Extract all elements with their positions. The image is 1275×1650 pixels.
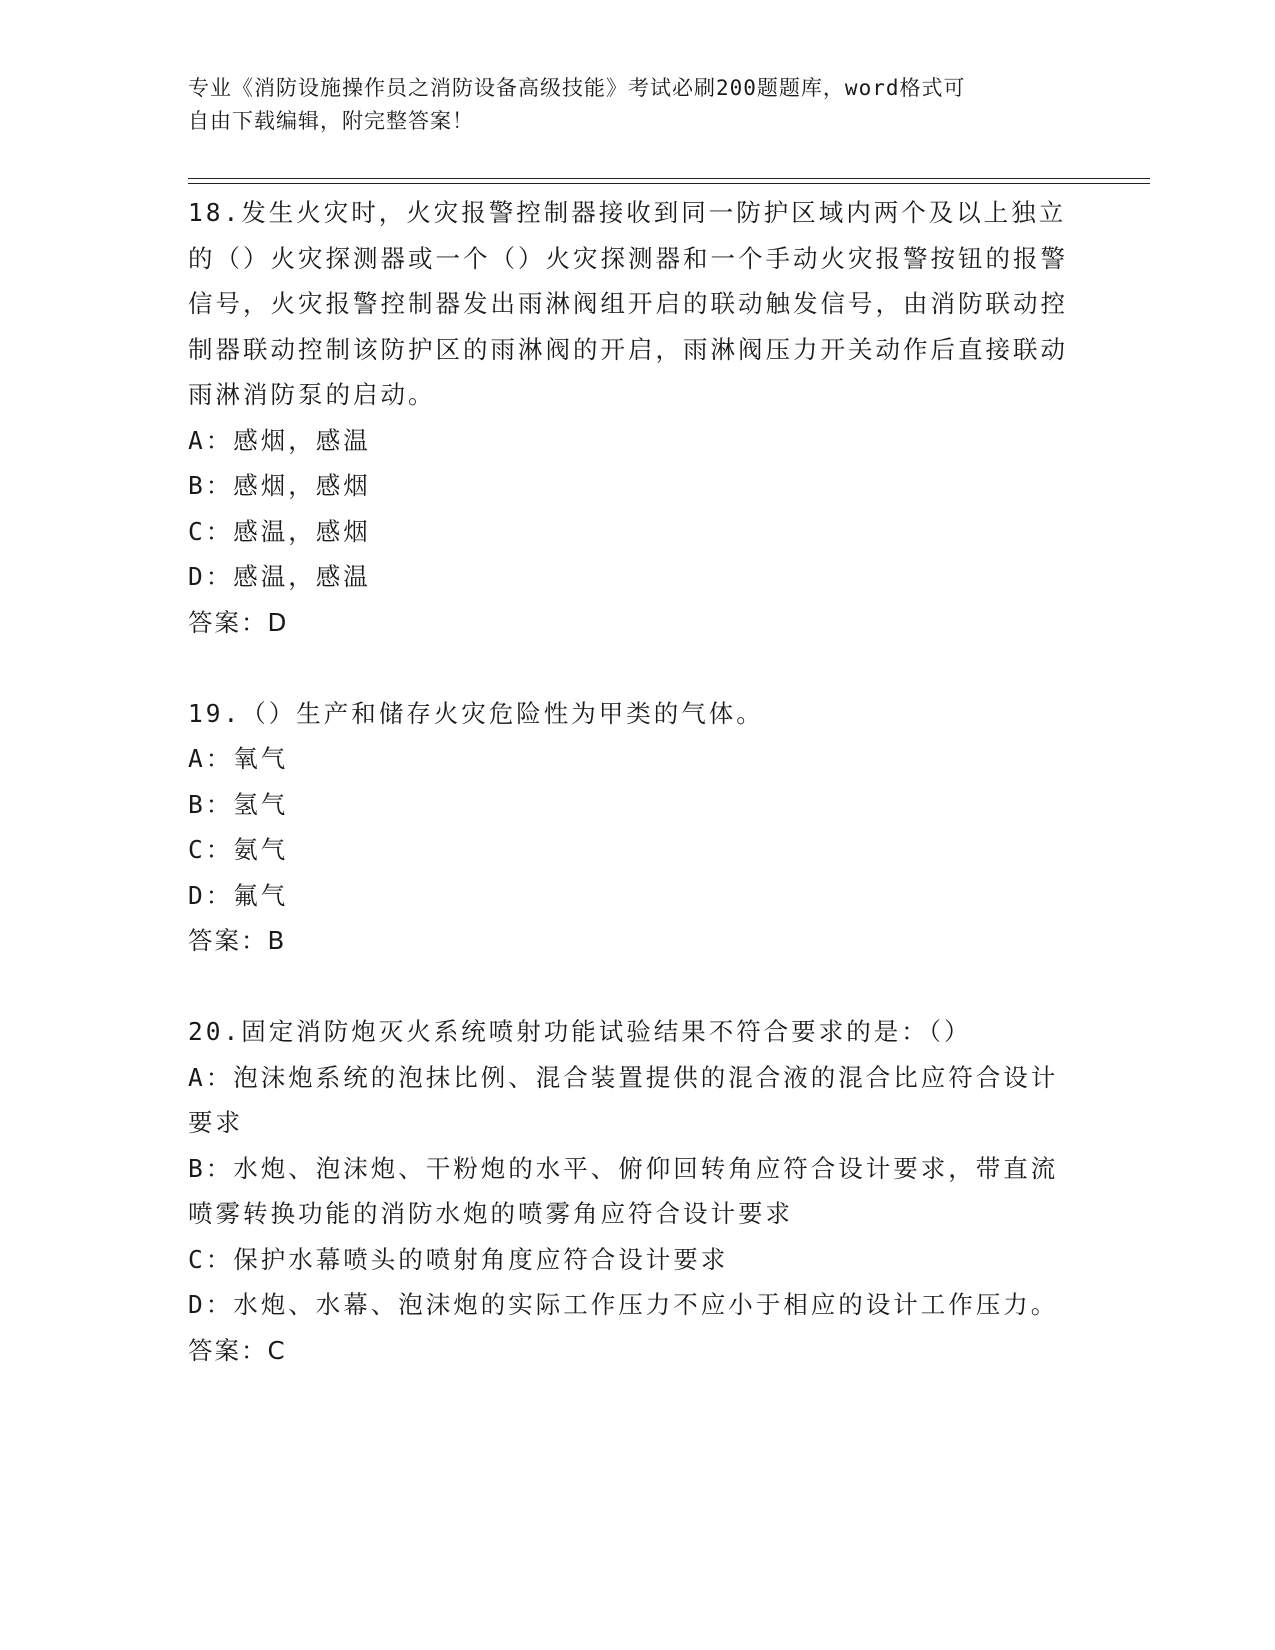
option-a: A：泡沫炮系统的泡抹比例、混合装置提供的混合液的混合比应符合设计要求	[188, 1062, 1059, 1137]
header-rule-bottom	[188, 183, 1150, 184]
question-list	[188, 190, 1068, 1373]
option-b: B：水炮、泡沫炮、干粉炮的水平、俯仰回转角应符合设计要求，带直流喷雾转换功能的消防水炮的喷雾角应符合设计要求	[188, 1153, 1059, 1228]
option-a: A：感烟，感温	[188, 425, 371, 455]
option-a: A：氧气	[188, 744, 289, 773]
option-b: B：氢气	[188, 789, 289, 819]
option-d: D：感温，感温	[188, 562, 371, 591]
option-d: D：氟气	[188, 880, 289, 910]
header-line-2: 自由下载编辑，附完整答案！	[188, 109, 474, 133]
question-20	[188, 1009, 1068, 1373]
question-text: 20.固定消防炮灭火系统喷射功能试验结果不符合要求的是：（）	[188, 1017, 972, 1046]
question-text: 19.（）生产和储存火灾危险性为甲类的气体。	[188, 698, 764, 728]
option-d: D：水炮、水幕、泡沫炮的实际工作压力不应小于相应的设计工作压力。	[188, 1290, 1059, 1319]
answer-label: 答案：B	[188, 926, 287, 955]
question-text: 18.发生火灾时，火灾报警控制器接收到同一防护区域内两个及以上独立的（）火灾探测器或一个（）火灾探测器和一个手动火灾报警按钮的报警信号，火灾报警控制器发出雨淋阀组开启的联动触发信号，由消防联动控制器联动控制该防护区的雨淋阀的开启，雨淋阀压力开关动作后直接联动雨淋消防泵的启动。	[188, 198, 1068, 409]
option-c: C：氨气	[188, 835, 289, 864]
option-b: B：感烟，感烟	[188, 471, 371, 500]
question-spacer	[188, 645, 1068, 691]
answer-label: 答案：C	[188, 1335, 287, 1365]
question-spacer	[188, 964, 1068, 1010]
document-header	[188, 72, 1068, 138]
answer-label: 答案：D	[188, 607, 289, 637]
header-line-1: 专业《消防设施操作员之消防设备高级技能》考试必刷200题题库，word格式可	[188, 76, 966, 100]
option-c: C：保护水幕喷头的喷射角度应符合设计要求	[188, 1244, 729, 1274]
option-c: C：感温，感烟	[188, 516, 371, 546]
question-19	[188, 691, 1068, 964]
question-18	[188, 190, 1068, 645]
header-rule-top	[188, 178, 1150, 179]
